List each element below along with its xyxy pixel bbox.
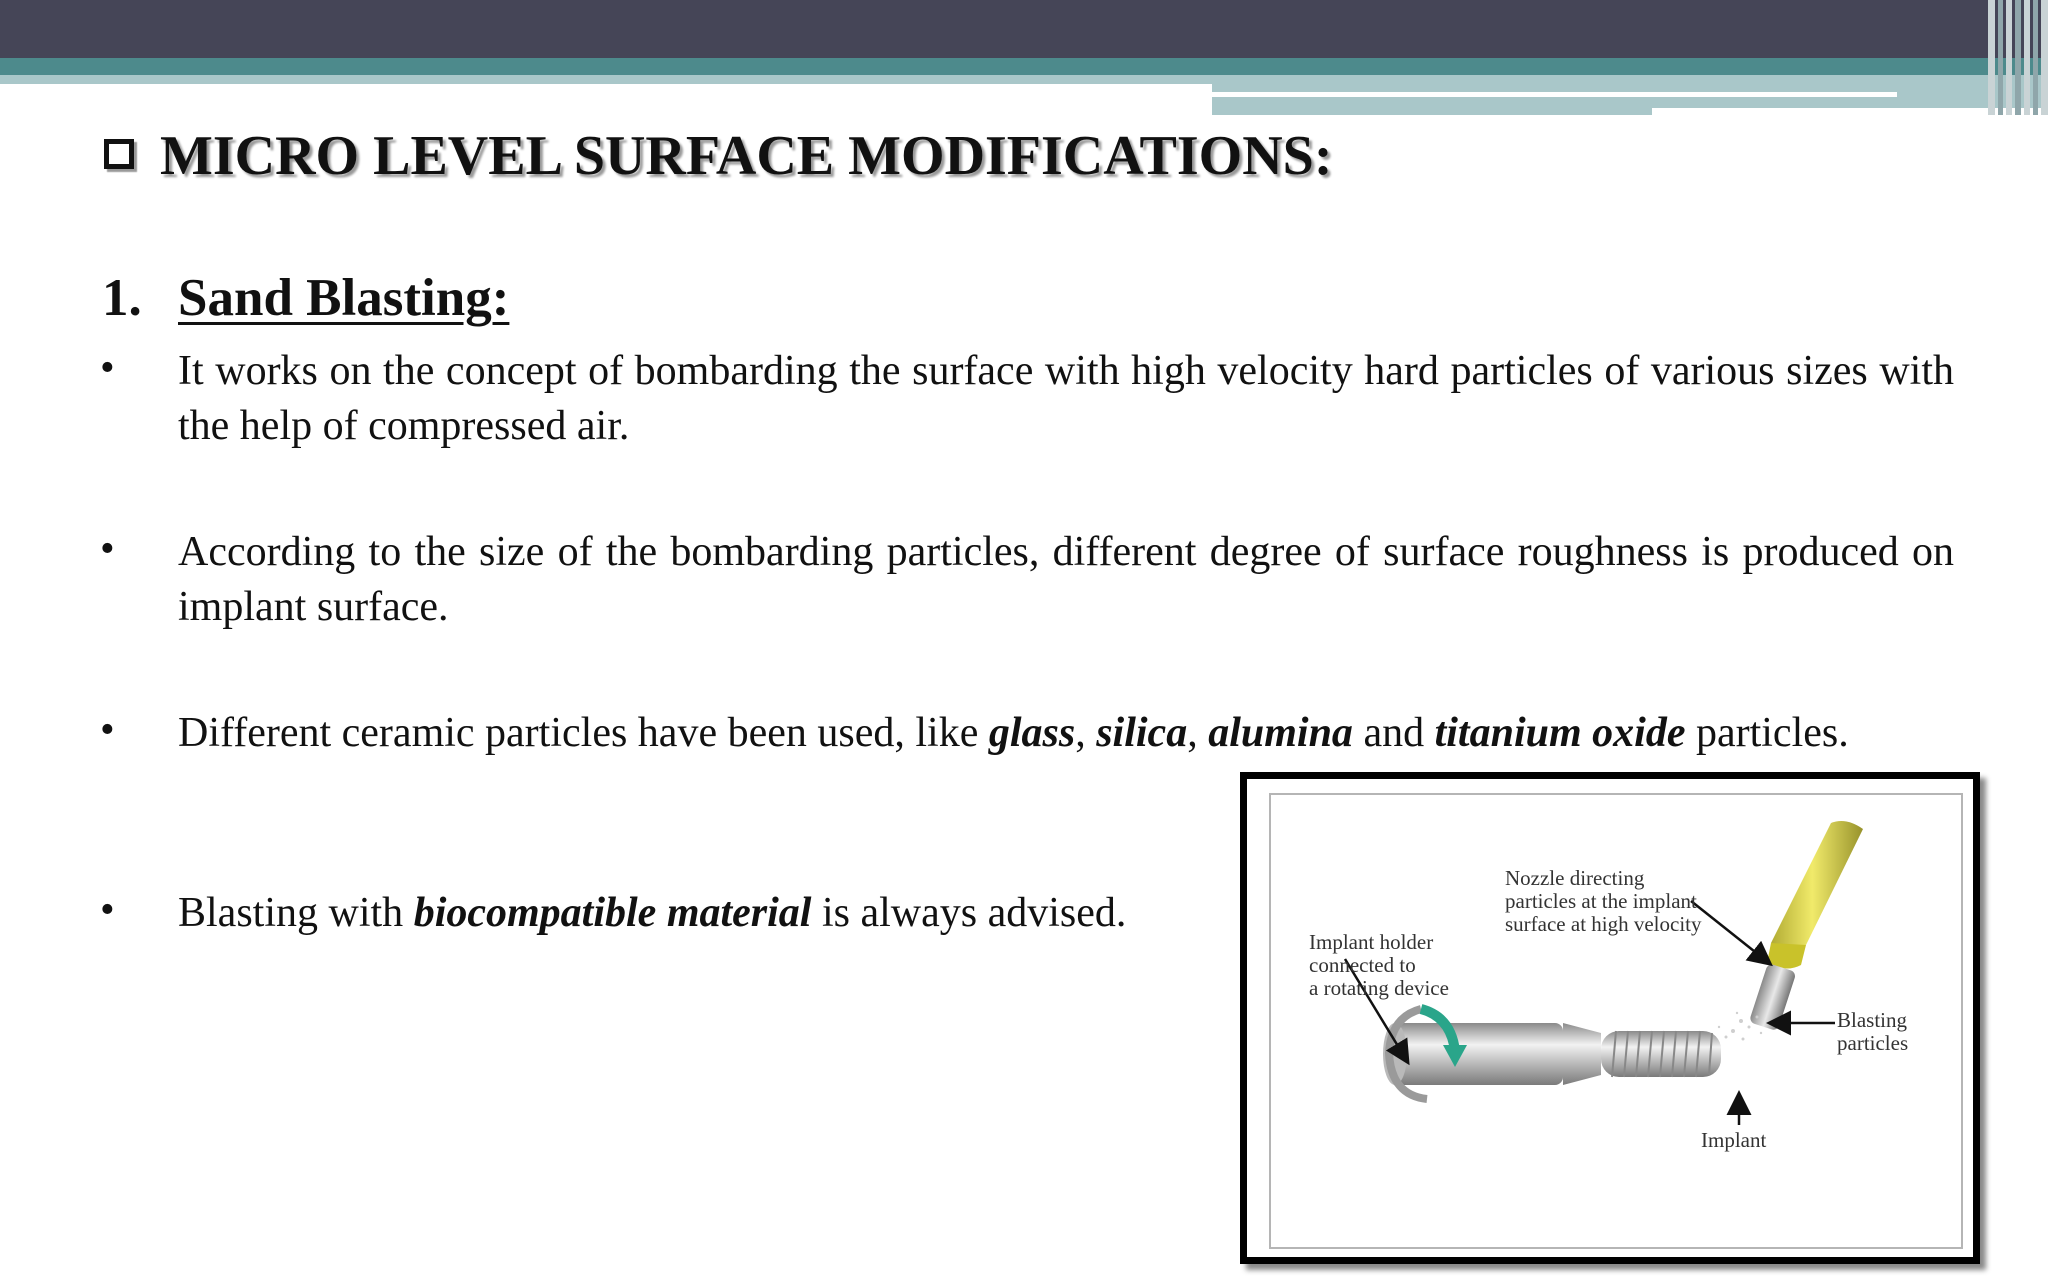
bullet-text-2: According to the size of the bombarding particles, different degree of surface roughness is produced on implant surface. (178, 529, 1954, 630)
term-titanium-oxide: titanium oxide (1434, 710, 1686, 756)
label-implant-holder: Implant holder connected to a rotating device (1309, 930, 1449, 1000)
bullet-text-1: It works on the concept of bombarding the surface with high velocity hard particles of various sizes with the help of compressed air. (178, 348, 1954, 449)
implant-icon (1601, 1031, 1721, 1077)
header-bar-dark (0, 0, 2048, 58)
sandblasting-figure (1240, 772, 1980, 1264)
label-implant: Implant (1701, 1128, 1767, 1152)
bullet-text-4: Blasting with biocompatible material is always advised. (178, 890, 1127, 936)
term-glass: glass (988, 710, 1076, 756)
header-accent-line (1212, 92, 1897, 97)
implant-holder-icon (1383, 1023, 1601, 1085)
term-alumina: alumina (1208, 710, 1353, 756)
label-blasting-particles: Blasting particles (1837, 1008, 1909, 1055)
slide-title-row (104, 124, 1332, 188)
header-bar-light (0, 75, 1212, 84)
bullet-marker: • (100, 887, 115, 933)
header-edge-stripes (1988, 0, 2048, 115)
checkbox-bullet-icon (104, 139, 134, 169)
bullet-text-3: Different ceramic particles have been used, like glass, silica, alumina and titanium oxide particles. (178, 710, 1849, 756)
nozzle-icon (1749, 821, 1863, 1031)
slide-title: MICRO LEVEL SURFACE MODIFICATIONS: (160, 125, 1333, 187)
header-bar-teal (0, 58, 2048, 75)
section-heading: Sand Blasting: (178, 269, 510, 327)
term-silica: silica (1096, 710, 1188, 756)
bullet-marker: • (100, 345, 115, 391)
nozzle-pointer-arrow (1691, 901, 1769, 963)
label-nozzle: Nozzle directing particles at the implant surface at high velocity (1505, 866, 1702, 936)
figure-panel (1269, 793, 1963, 1249)
bullet-marker: • (100, 707, 115, 753)
bullet-marker: • (100, 526, 115, 572)
section-number: 1. (102, 269, 142, 327)
term-biocompatible-material: biocompatible material (413, 890, 812, 936)
